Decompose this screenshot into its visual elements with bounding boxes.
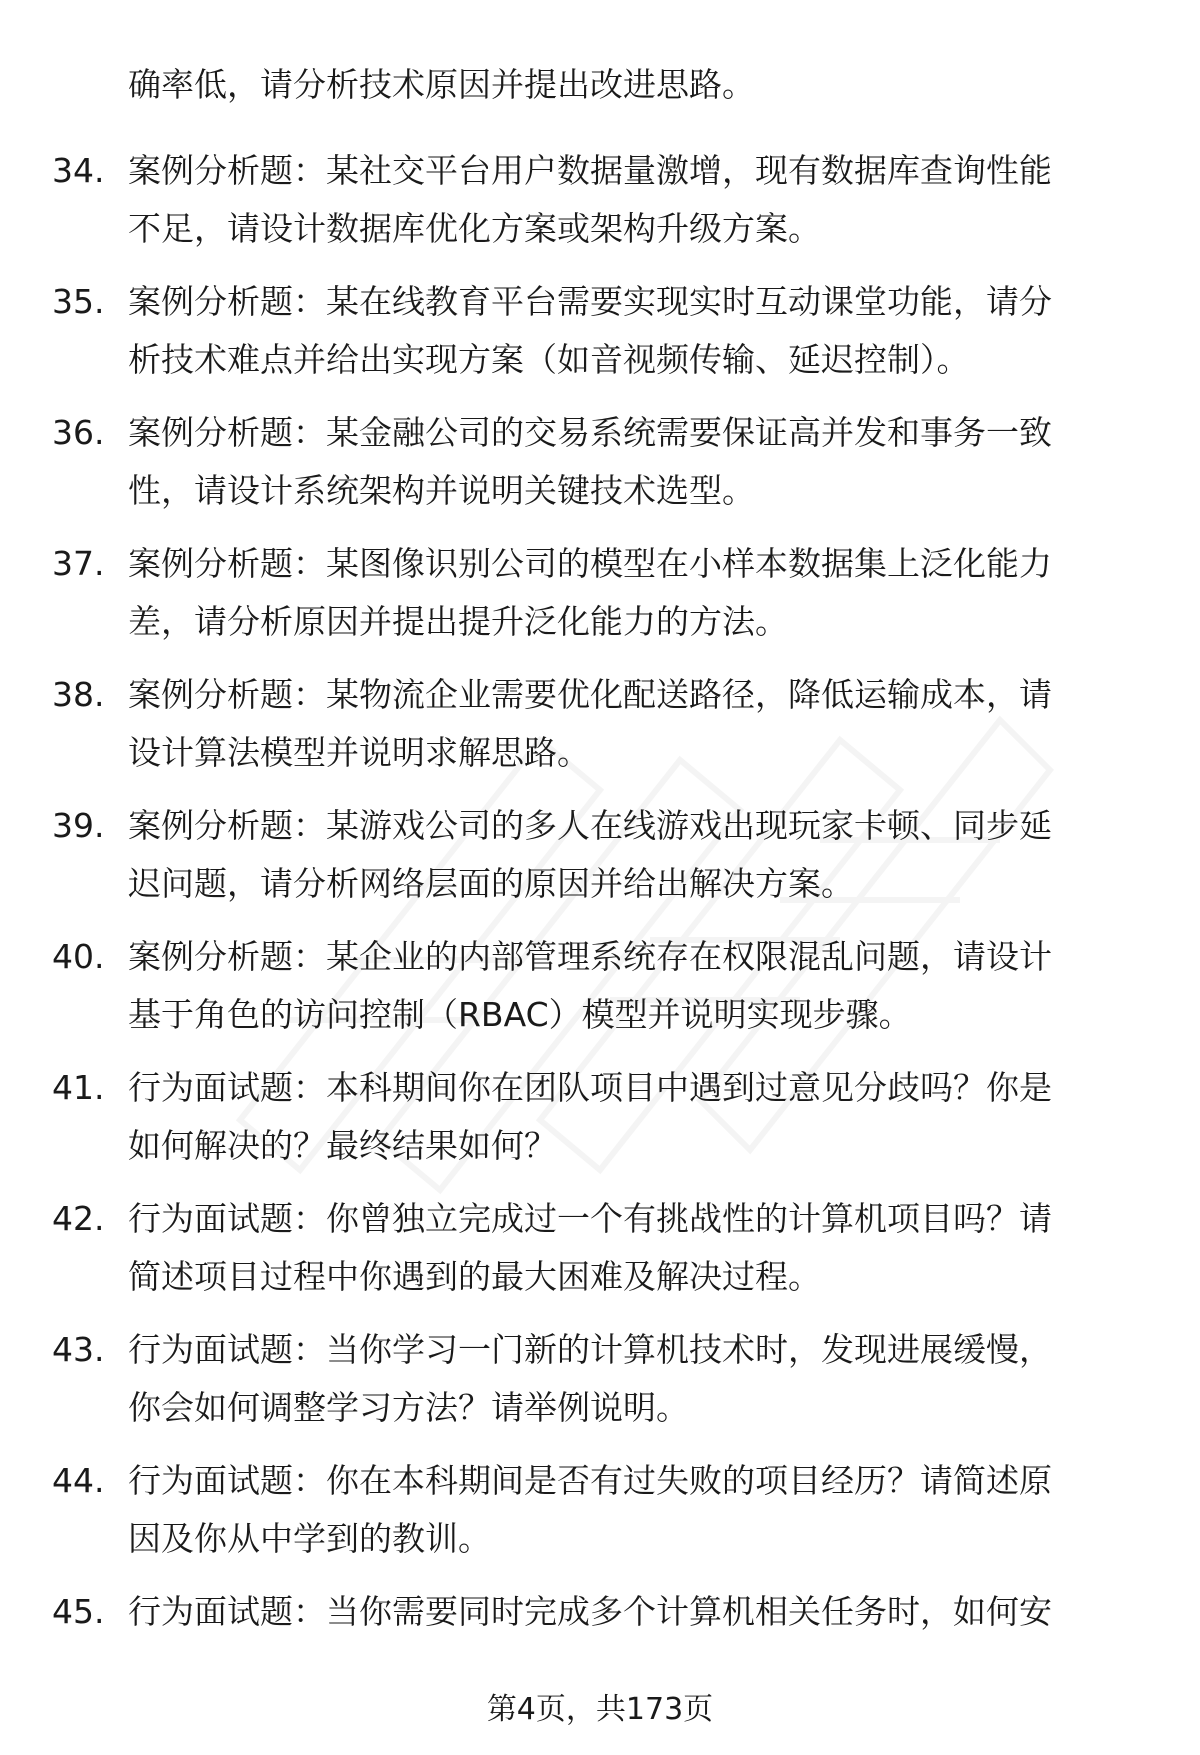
question-number: 45. [52,1592,105,1631]
question-item [0,142,1200,273]
question-text-line: 行为面试题：当你需要同时完成多个计算机相关任务时，如何安 [128,1592,1052,1631]
question-text-line: 案例分析题：某游戏公司的多人在线游戏出现玩家卡顿、同步延 [128,806,1052,845]
continuation-text: 确率低，请分析技术原因并提出改进思路。 [128,65,755,104]
question-number: 40. [52,937,105,976]
question-item [0,666,1200,797]
question-text-line: 差，请分析原因并提出提升泛化能力的方法。 [128,602,788,641]
question-text-line: 案例分析题：某图像识别公司的模型在小样本数据集上泛化能力 [128,544,1052,583]
question-text [128,404,1138,520]
question-item [0,273,1200,404]
question-item [0,535,1200,666]
question-number: 34. [52,151,105,190]
question-item [0,404,1200,535]
question-text [128,666,1138,782]
question-text-line: 行为面试题：当你学习一门新的计算机技术时，发现进展缓慢， [128,1330,1052,1369]
question-text [128,1059,1138,1175]
question-number: 42. [52,1199,105,1238]
question-text [128,273,1138,389]
question-item [0,1190,1200,1321]
question-number: 44. [52,1461,105,1500]
question-number: 38. [52,675,105,714]
question-item [0,1452,1200,1583]
question-item [0,1321,1200,1452]
question-text-line: 性，请设计系统架构并说明关键技术选型。 [128,471,755,510]
question-text-line: 行为面试题：本科期间你在团队项目中遇到过意见分歧吗？你是 [128,1068,1052,1107]
question-text-line: 如何解决的？最终结果如何？ [128,1126,557,1165]
question-item [0,928,1200,1059]
question-number: 37. [52,544,105,583]
question-text-line: 案例分析题：某物流企业需要优化配送路径，降低运输成本，请 [128,675,1052,714]
question-text-line: 析技术难点并给出实现方案（如音视频传输、延迟控制）。 [128,340,970,379]
question-item [0,1059,1200,1190]
question-text [128,1321,1138,1437]
question-number: 41. [52,1068,105,1107]
question-text-line: 你会如何调整学习方法？请举例说明。 [128,1388,689,1427]
question-text-line: 案例分析题：某企业的内部管理系统存在权限混乱问题，请设计 [128,937,1052,976]
question-text [128,928,1138,1044]
question-number: 35. [52,282,105,321]
question-text [128,142,1138,258]
question-list [0,142,1200,1714]
question-text-line: 基于角色的访问控制（RBAC）模型并说明实现步骤。 [128,995,912,1034]
question-text-line: 行为面试题：你在本科期间是否有过失败的项目经历？请简述原 [128,1461,1052,1500]
question-text-line: 设计算法模型并说明求解思路。 [128,733,590,772]
question-text [128,1190,1138,1306]
page-footer: 第4页，共173页 [486,1692,714,1727]
question-text-line: 迟问题，请分析网络层面的原因并给出解决方案。 [128,864,854,903]
question-text-line: 不足，请设计数据库优化方案或架构升级方案。 [128,209,821,248]
question-item [0,797,1200,928]
question-text-line: 案例分析题：某社交平台用户数据量激增，现有数据库查询性能 [128,151,1052,190]
question-text [128,535,1138,651]
question-text [128,1583,1138,1641]
question-text-line: 因及你从中学到的教训。 [128,1519,491,1558]
question-text-line: 行为面试题：你曾独立完成过一个有挑战性的计算机项目吗？请 [128,1199,1052,1238]
question-text-line: 简述项目过程中你遇到的最大困难及解决过程。 [128,1257,821,1296]
question-text-line: 案例分析题：某金融公司的交易系统需要保证高并发和事务一致 [128,413,1052,452]
question-text [128,797,1138,913]
question-number: 43. [52,1330,105,1369]
question-number: 36. [52,413,105,452]
question-text-line: 案例分析题：某在线教育平台需要实现实时互动课堂功能，请分 [128,282,1052,321]
question-text [128,1452,1138,1568]
question-number: 39. [52,806,105,845]
